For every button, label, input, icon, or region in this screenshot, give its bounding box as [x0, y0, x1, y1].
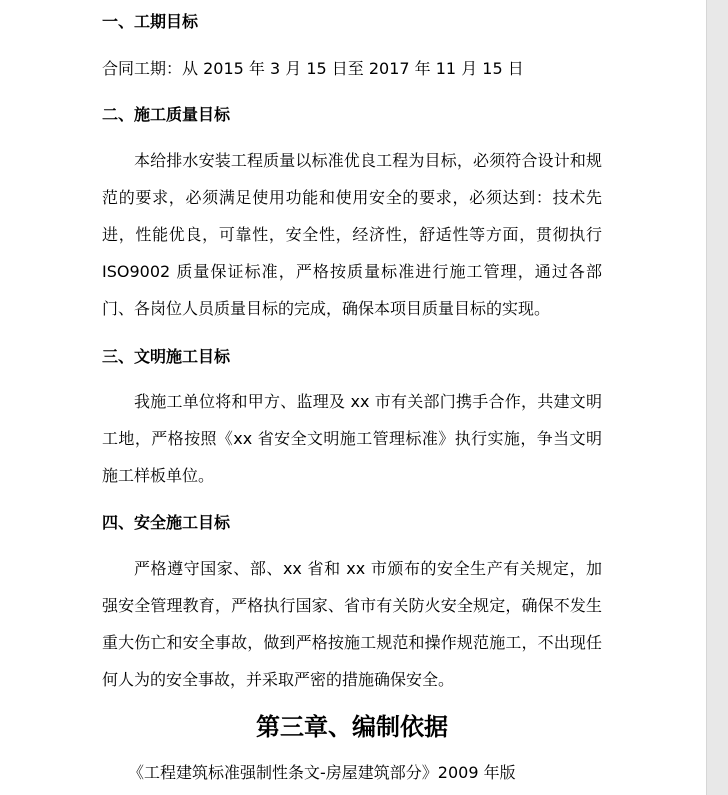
section-heading-schedule-goal: 一、工期目标	[102, 12, 199, 31]
quality-goal-paragraph: 本给排水安装工程质量以标准优良工程为目标，必须符合设计和规范的要求，必须满足使用功能和使用安全的要求，必须达到：技术先进，性能优良，可靠性，安全性，经济性，舒适性等方面，贯彻执行 ISO9002 质量保证标准，严格按质量标准进行施工管理，通过各部门、各岗位人员质量目标的完成，确保本项目质量目标的实现。	[102, 151, 602, 318]
reference-item: 《工程建筑标准强制性条文-房屋建筑部分》2009 年版	[128, 763, 516, 782]
scrollbar-track[interactable]	[706, 0, 728, 795]
section-heading-safety-goal: 四、安全施工目标	[102, 513, 231, 532]
section-heading-civilized-construction-goal: 三、文明施工目标	[102, 347, 231, 366]
contract-period-text: 合同工期：从 2015 年 3 月 15 日至 2017 年 11 月 15 日	[102, 59, 524, 78]
safety-goal-paragraph: 严格遵守国家、部、xx 省和 xx 市颁布的安全生产有关规定，加强安全管理教育，严格执行国家、省市有关防火安全规定，确保不发生重大伤亡和安全事故，做到严格按施工规范和操作规范施工，不出现任何人为的安全事故，并采取严密的措施确保安全。	[102, 559, 602, 689]
civilized-construction-paragraph: 我施工单位将和甲方、监理及 xx 市有关部门携手合作，共建文明工地，严格按照《xx 省安全文明施工管理标准》执行实施，争当文明施工样板单位。	[102, 392, 602, 485]
section-heading-quality-goal: 二、施工质量目标	[102, 105, 231, 124]
chapter-title: 第三章、编制依据	[256, 712, 448, 741]
